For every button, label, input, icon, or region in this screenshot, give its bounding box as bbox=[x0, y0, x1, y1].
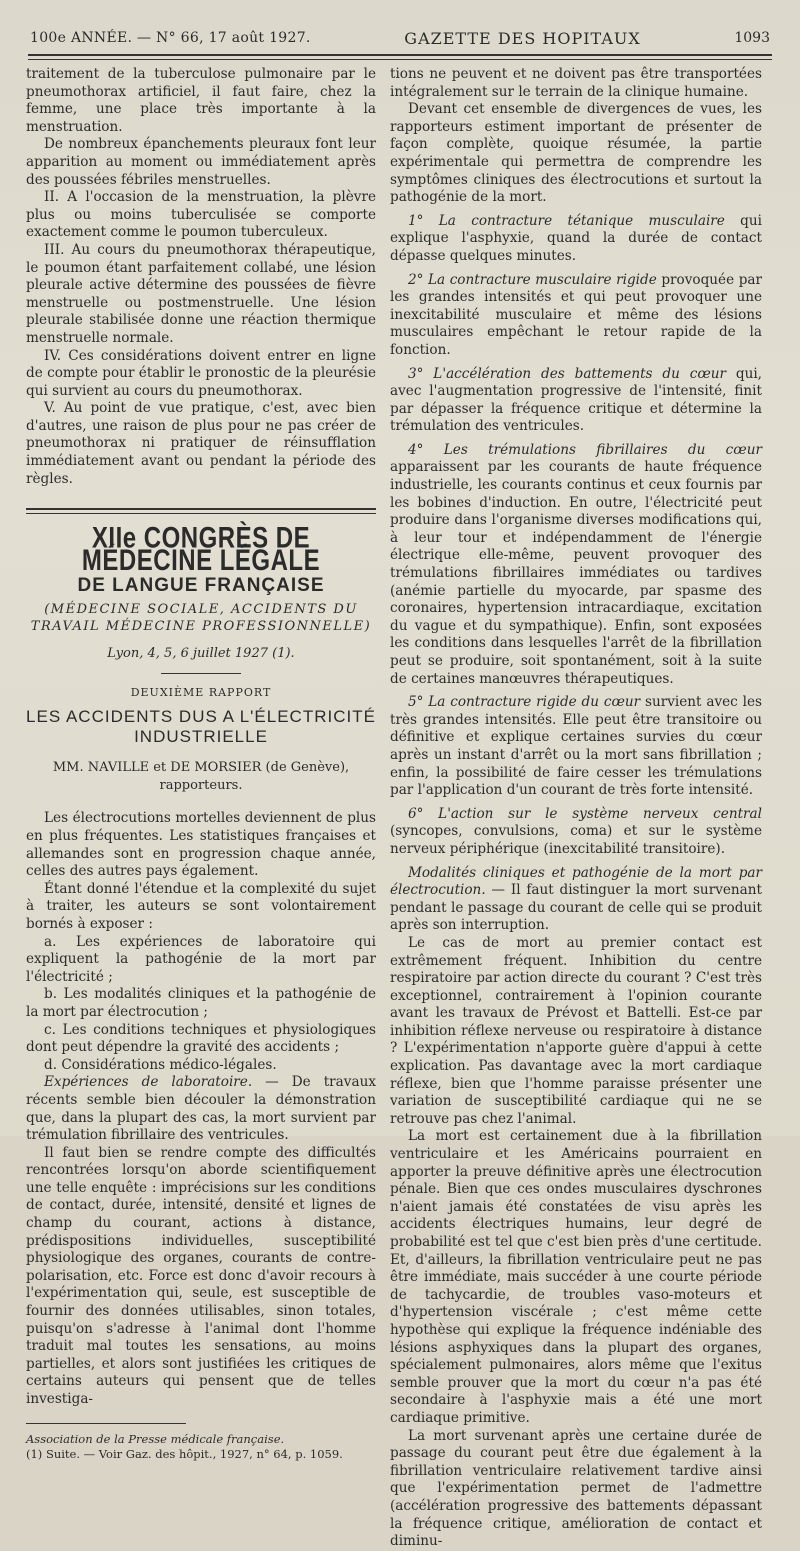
list-lead: 6° L'action sur le système nerveux central bbox=[408, 805, 762, 822]
page-header bbox=[30, 18, 770, 58]
paragraph-text: qui explique l'asphyxie, quand la durée de contact dépasse quelques minutes. bbox=[390, 212, 762, 264]
paragraph-text: — Il faut distinguer la mort survenant pendant le passage du courant de celle qui se produit après son interruption. bbox=[390, 882, 762, 934]
list-lead: 2° La contracture musculaire rigide bbox=[408, 271, 657, 288]
paragraph bbox=[390, 442, 762, 688]
report-title: LES ACCIDENTS DUS A L'ÉLECTRICITÉ INDUSTRIELLE bbox=[26, 707, 376, 747]
paragraph: traitement de la tuberculose pulmonaire par le pneumothorax artificiel, il faut faire, chez la femme, une place très importante à la menstruation. bbox=[26, 66, 376, 135]
paragraph-text: survient avec les très grandes intensités. Elle peut être transitoire ou définitive et explique certaines survies du cœur après un instant d'arrêt ou la mort sans fibrillation ; enfin, la possibilité de faire cesser les trémulations par l'application d'un courant de très forte intensité. bbox=[390, 694, 762, 799]
paragraph: Devant cet ensemble de divergences de vues, les rapporteurs estiment important de présenter de façon complète, quoique résumée, la partie expérimentale qui permettra de comprendre les symptômes cliniques des électrocutions et surtout la pathogénie de la mort. bbox=[390, 101, 762, 206]
list-lead: 5° La contracture rigide du cœur bbox=[408, 694, 641, 711]
short-divider bbox=[161, 673, 241, 674]
paragraph bbox=[390, 806, 762, 859]
header-rule-thin bbox=[28, 59, 772, 60]
right-column bbox=[390, 66, 762, 1550]
paragraph: La mort survenant après une certaine durée de passage du courant peut être due également à la fibrillation ventriculaire relativement tardive ainsi que l'expérimentation permet de l'admettre (accélération progressive des battements dépassant la fréquence critique, amélioration de contact et diminu- bbox=[390, 1427, 762, 1550]
paragraph-text: apparaissent par les courants de haute fréquence industrielle, les courants continus et ceux fournis par les bobines d'induction. En outre, l'électricité peut produire dans l'organisme diverses modifications qui, à leur tour et indépendamment de l'énergie électrique elle-même, peuvent provoquer des trémulations fibrillaires immédiates ou tardives (anémie partielle du myocarde, par spasme des coronaires, hypertension intracardiaque, excitation du vague et du sympathique). Enfin, sont exposées les conditions dans lesquelles l'arrêt de la fibrillation peut se produire, soit spontanément, soit à la suite de certaines manœuvres thérapeutiques. bbox=[390, 459, 762, 687]
paragraph-text: — De travaux récents semble bien découler la démonstration que, dans la plupart des cas, la mort survient par trémulation fibrillaire des ventricules. bbox=[26, 1074, 376, 1144]
footnote: (1) Suite. — Voir Gaz. des hôpit., 1927, n° 64, p. 1059. bbox=[26, 1446, 343, 1461]
paragraph bbox=[26, 1074, 376, 1144]
paragraph bbox=[390, 213, 762, 266]
paragraph bbox=[390, 694, 762, 800]
list-lead: 3° L'accélération des battements du cœur bbox=[408, 365, 727, 382]
paragraph: V. Au point de vue pratique, c'est, avec bien d'autres, une raison de plus pour ne pas créer de pneumothorax ni pratiquer de réinsufflation immédiatement avant ou pendant la période des règles. bbox=[26, 400, 376, 487]
page-number: 1093 bbox=[734, 30, 770, 46]
section-divider bbox=[26, 508, 376, 514]
list-lead: 4° Les trémulations fibrillaires du cœur bbox=[408, 441, 762, 458]
paragraph: b. Les modalités cliniques et la pathogénie de la mort par électrocution ; bbox=[26, 986, 376, 1020]
paragraph-text: (syncopes, convulsions, coma) et sur le système nerveux périphérique (inexcitabilité transitoire). bbox=[390, 823, 762, 857]
paragraph: Le cas de mort au premier contact est extrêmement fréquent. Inhibition du centre respiratoire par action directe du courant ? C'est très exceptionnel, contrairement à l'opinion courante avant les travaux de Prévost et Battelli. Est-ce par inhibition réflexe nerveuse ou respiratoire à distance ? L'expérimentation n'apporte guère d'appui à cette explication. Pas davantage avec la mort cardiaque réflexe, bien que l'homme paraisse présenter une variation de susceptibilité cardiaque qui ne se retrouve pas chez l'animal. bbox=[390, 934, 762, 1127]
paragraph: d. Considérations médico-légales. bbox=[44, 1056, 277, 1073]
report-number: DEUXIÈME RAPPORT bbox=[130, 685, 272, 699]
section-lead: Expériences de laboratoire. bbox=[44, 1074, 253, 1091]
paragraph-text: provoquée par les grandes intensités et qui peut provoquer une inexcitabilité musculaire et même des lésions musculaires empêchant le retour rapide de la fonction. bbox=[390, 271, 762, 358]
paragraph: tions ne peuvent et ne doivent pas être transportées intégralement sur le terrain de la clinique humaine. bbox=[390, 66, 762, 100]
paragraph: De nombreux épanchements pleuraux font leur apparition au moment ou immédiatement après des poussées fébriles menstruelles. bbox=[26, 136, 376, 188]
paragraph bbox=[390, 865, 762, 935]
paragraph: II. A l'occasion de la menstruation, la plèvre plus ou moins tuberculisée se comporte exactement comme le poumon tuberculeux. bbox=[26, 189, 376, 241]
paragraph: IV. Ces considérations doivent entrer en ligne de compte pour établir le pronostic de la pleurésie qui survient au cours du pneumothorax. bbox=[26, 347, 376, 399]
paragraph: La mort est certainement due à la fibrillation ventriculaire et les Américains pourraient en apporter la preuve définitive après une électrocution pénale. Bien que ces ondes musculaires dyschrones n'aient jamais été constatées de visu après les accidents électriques humains, leur degré de probabilité est tel que c'est bien près d'une certitude. Et, d'ailleurs, la fibrillation ventriculaire peut ne pas être immédiate, mais succéder à une courte période de tachycardie, de troubles vaso-moteurs et d'hypertension viscérale ; c'est même cette hypothèse qui explique la fréquence indéniable des lésions asphyxiques dans la plupart des organes, spécialement pulmonaires, alors même que l'exitus semble prouver que la mort du cœur n'a pas été secondaire à l'asphyxie mais a été une mort cardiaque primitive. bbox=[390, 1128, 762, 1426]
paragraph: Il faut bien se rendre compte des difficultés rencontrées lorsqu'on aborde scientifiquement une telle enquête : imprécisions sur les conditions de contact, durée, intensité, densité et lignes de champ du courant, actions à distance, prédispositions individuelles, susceptibilité physiologique des organes, courants de contre-polarisation, etc. Force est donc d'avoir recours à l'expérimentation qui, seule, est susceptible de fournir des données utilisables, sinon totales, puisqu'on s'adresse à l'animal dont l'homme traduit mal toutes les sensations, au moins partielles, et alors sont justifiées les critiques de certains auteurs qui pensent que de telles investiga- bbox=[26, 1144, 376, 1407]
left-column bbox=[26, 66, 376, 1461]
congress-place: Lyon, 4, 5, 6 juillet 1927 (1). bbox=[107, 646, 295, 662]
paragraph-text: qui, avec l'augmentation progressive de l'intensité, finit par dépasser la fréquence critique et détermine la trémulation des ventricules. bbox=[390, 365, 762, 435]
authors-line: MM. NAVILLE et DE MORSIER (de Genève), rapporteurs. bbox=[52, 760, 350, 793]
paragraph: Étant donné l'étendue et la complexité du sujet à traiter, les auteurs se sont volontairement bornés à exposer : bbox=[26, 880, 376, 932]
paragraph bbox=[390, 366, 762, 436]
footnote-divider bbox=[26, 1423, 186, 1424]
paragraph bbox=[390, 272, 762, 360]
journal-title: GAZETTE DES HOPITAUX bbox=[404, 28, 641, 48]
paragraph: Les électrocutions mortelles deviennent de plus en plus fréquentes. Les statistiques françaises et allemandes sont en progression chaque année, celles des autres pays également. bbox=[26, 810, 376, 880]
congress-theme: (MÉDECINE SOCIALE, ACCIDENTS DU TRAVAIL MÉDECINE PROFESSIONNELLE) bbox=[30, 602, 372, 635]
list-lead: 1° La contracture tétanique musculaire bbox=[408, 212, 725, 229]
paragraph: a. Les expériences de laboratoire qui expliquent la pathogénie de la mort par l'électricité ; bbox=[26, 933, 376, 985]
issue-line: 100e ANNÉE. — N° 66, 17 août 1927. bbox=[30, 30, 311, 46]
header-rule bbox=[28, 54, 772, 56]
paragraph: c. Les conditions techniques et physiologiques dont peut dépendre la gravité des accidents ; bbox=[26, 1021, 376, 1056]
paragraph: III. Au cours du pneumothorax thérapeutique, le poumon étant parfaitement collabé, une lésion pleurale active détermine des poussées de fièvre menstruelle ou postmenstruelle. Une lésion pleurale stabilisée donne une réaction thermique menstruelle normale. bbox=[26, 241, 376, 346]
footnote-association: Association de la Presse médicale française. bbox=[26, 1431, 285, 1446]
congress-subtitle: DE LANGUE FRANÇAISE bbox=[77, 575, 325, 597]
congress-title: XIIe CONGRÈS DE MÉDECINE LÉGALE bbox=[81, 521, 321, 578]
section-lead: Modalités cliniques et pathogénie de la mort par électrocution. bbox=[390, 864, 762, 899]
